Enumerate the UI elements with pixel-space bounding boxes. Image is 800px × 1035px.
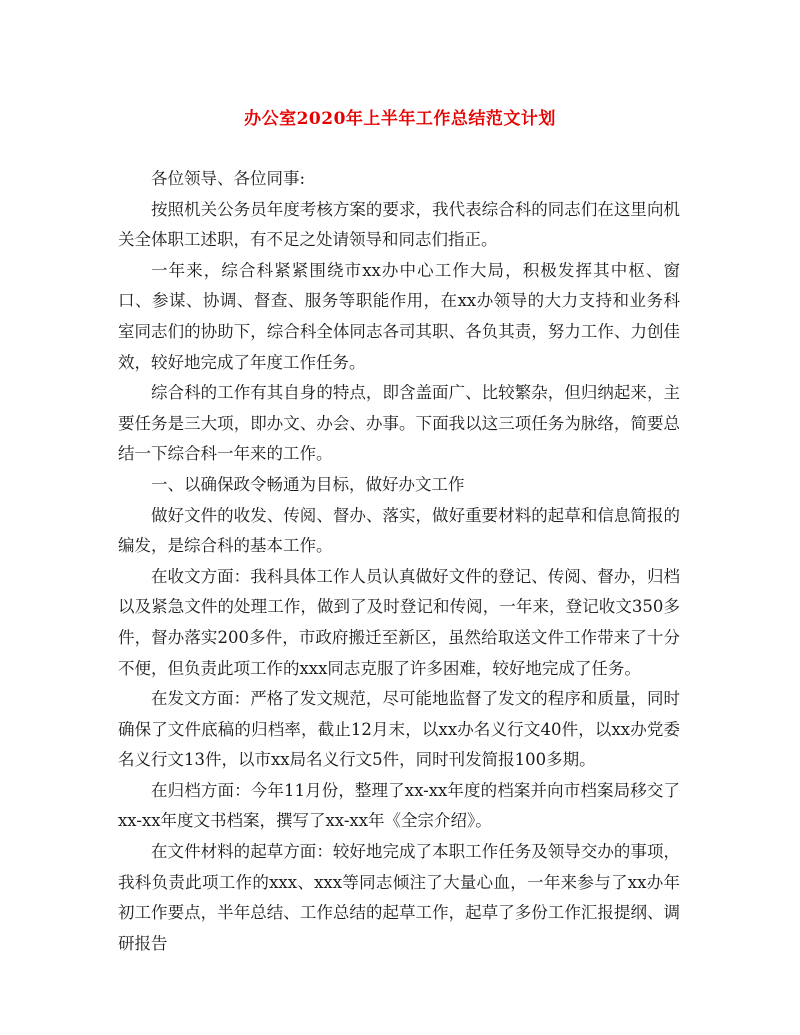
document-title: 办公室2020年上半年工作总结范文计划 [244, 109, 556, 129]
paragraph-drafting: 在文件材料的起草方面：较好地完成了本职工作任务及领导交办的事项，我科负责此项工作的xxx、xxx等同志倾注了大量心血，一年来参与了xx办年初工作要点，半年总结、工作总结的起草工作，起草了多份工作汇报提纲、调研报告 [118, 842, 680, 953]
paragraph-archiving: 在归档方面：今年11月份，整理了xx-xx年度的档案并向市档案局移交了xx-xx年度文书档案，撰写了xx-xx年《全宗介绍》。 [118, 780, 680, 831]
paragraph-receiving: 在收文方面：我科具体工作人员认真做好文件的登记、传阅、督办，归档以及紧急文件的处理工作，做到了及时登记和传阅，一年来，登记收文350多件，督办落实200多件，市政府搬迁至新区，虽然给取送文件工作带来了十分不便，但负责此项工作的xxx同志克服了许多困难，较好地完成了任务。 [118, 566, 680, 678]
section-heading-1: 一、以确保政令畅通为目标，做好办文工作 [151, 474, 465, 494]
paragraph-characteristics: 综合科的工作有其自身的特点，即含盖面广、比较繁杂，但归纳起来，主要任务是三大项，即办文、办会、办事。下面我以这三项任务为脉络，简要总结一下综合科一年来的工作。 [118, 383, 680, 464]
paragraph-basic-work: 做好文件的收发、传阅、督办、落实，做好重要材料的起草和信息简报的编发，是综合科的基本工作。 [118, 505, 680, 556]
paragraph-greeting: 各位领导、各位同事: [151, 169, 306, 188]
paragraph-overview: 一年来，综合科紧紧围绕市xx办中心工作大局，积极发挥其中枢、窗口、参谋、协调、督查、服务等职能作用，在xx办领导的大力支持和业务科室同志们的协助下，综合科全体同志各司其职、各负其责，努力工作、力创佳效，较好地完成了年度工作任务。 [118, 260, 680, 372]
document-body [118, 164, 680, 959]
paragraph-sending: 在发文方面：严格了发文规范，尽可能地监督了发文的程序和质量，同时确保了文件底稿的归档率，截止12月末，以xx办名义行文40件，以xx办党委名义行文13件，以市xx局名义行文5件，同时刊发简报100多期。 [118, 689, 680, 770]
paragraph-intro: 按照机关公务员年度考核方案的要求，我代表综合科的同志们在这里向机关全体职工述职，有不足之处请领导和同志们指正。 [118, 199, 680, 250]
